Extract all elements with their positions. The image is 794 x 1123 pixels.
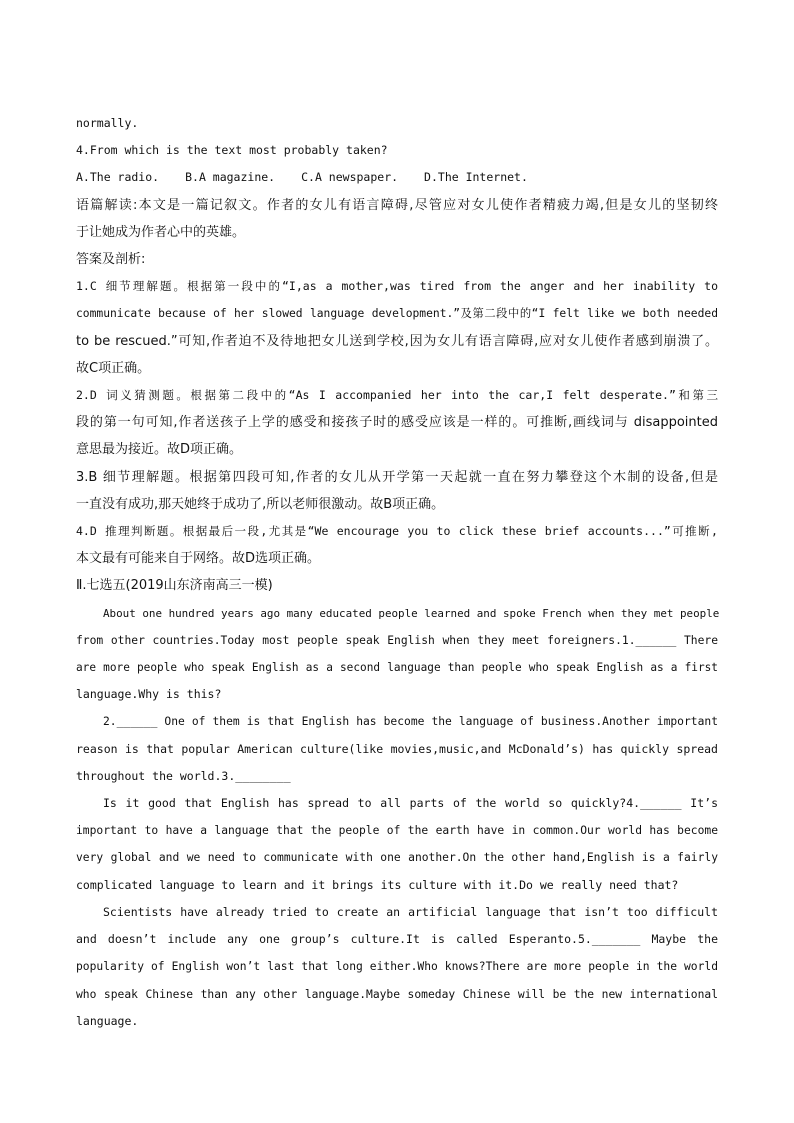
answer-line: communicate because of her slowed language development.”及第二段中的“I felt like we both needed [76,307,718,321]
passage-line: and doesn’t include any one group’s culture.It is called Esperanto.5._______ Maybe the [76,932,718,947]
question-4-options [76,164,718,191]
passage-line: complicated language to learn and it brings its culture with it.Do we really need that? [76,877,679,892]
answers-heading: 答案及剖析: [76,252,146,268]
answer-line: 4.D 推理判断题。根据最后一段,尤其是“We encourage you to click these brief accounts...”可推断, [76,524,718,539]
option-c: C.A newspaper. [301,170,399,185]
passage-line: popularity of English won’t last that long either.Who knows?There are more people in the world [76,960,718,974]
passage-line: reason is that popular American culture(like movies,music,and McDonald’s) has quickly spread [76,741,718,756]
interpretation-line: 语篇解读:本文是一篇记叙文。作者的女儿有语言障碍,尽管应对女儿使作者精疲力竭,但是女儿的坚韧终 [76,197,718,213]
answer-line: 故C项正确。 [76,360,151,376]
passage-paragraph-1 [76,600,718,709]
section-2-heading: Ⅱ.七选五(2019山东济南高三一模) [76,578,273,594]
answer-line: 一直没有成功,那天她终于成功了,所以老师很激动。故B项正确。 [76,496,445,512]
passage-paragraph-4 [76,899,718,1035]
passage-line: are more people who speak English as a second language than people who speak English as a first [76,661,718,675]
passage-line: throughout the world.3.________ [76,768,291,783]
option-a: A.The radio. [76,170,160,185]
passage-line: Scientists have already tried to create an artificial language that isn’t too difficult [103,904,718,919]
passage-line: Is it good that English has spread to all parts of the world so quickly?4.______ It’s [103,796,718,811]
option-b: B.A magazine. [185,170,276,185]
passage-line: important to have a language that the people of the earth have in common.Our world has become [76,824,718,838]
interpretation-line: 于让她成为作者心中的英雄。 [76,224,246,240]
passage-line: 2.______ One of them is that English has become the language of business.Another important [103,715,718,729]
passage-line: language.Why is this? [76,687,222,702]
answer-line: 3.B 细节理解题。根据第四段可知,作者的女儿从开学第一天起就一直在努力攀登这个木制的设备,但是 [76,469,718,485]
passage-paragraph-3 [76,790,718,899]
answer-line: to be rescued.”可知,作者迫不及待地把女儿送到学校,因为女儿有语言障碍,应对女儿使作者感到崩溃了。 [76,333,718,349]
passage-line: from other countries.Today most people speak English when they meet foreigners.1.______ There [76,633,718,647]
option-d: D.The Internet. [424,170,528,185]
answer-2 [76,382,718,464]
passage-line: language. [76,1013,139,1028]
answer-line: 意思最为接近。故D项正确。 [76,442,243,458]
passage-line: About one hundred years ago many educated people learned and spoke French when they met people [103,606,720,620]
answer-4 [76,518,718,572]
answer-1 [76,273,718,382]
interpretation [76,192,718,246]
passage-line: who speak Chinese than any other language.Maybe someday Chinese will be the new international [76,987,718,1001]
passage-line: very global and we need to communicate with one another.On the other hand,English is a fairly [76,851,718,865]
answer-line: 1.C 细节理解题。根据第一段中的“I,as a mother,was tired from the anger and her inability to [76,279,718,294]
answer-line: 本文最有可能来自于网络。故D选项正确。 [76,551,321,567]
question-tail: normally. [76,116,139,130]
question-4-stem: 4.From which is the text most probably taken? [76,143,388,158]
answer-3 [76,464,718,518]
answer-line: 段的第一句可知,作者送孩子上学的感受和接孩子时的感受应该是一样的。可推断,画线词与 disappointed [76,415,718,431]
document-page [76,110,718,1035]
answer-line: 2.D 词义猜测题。根据第二段中的“As I accompanied her into the car,I felt desperate.”和第三 [76,388,718,403]
passage-paragraph-2 [76,708,718,790]
